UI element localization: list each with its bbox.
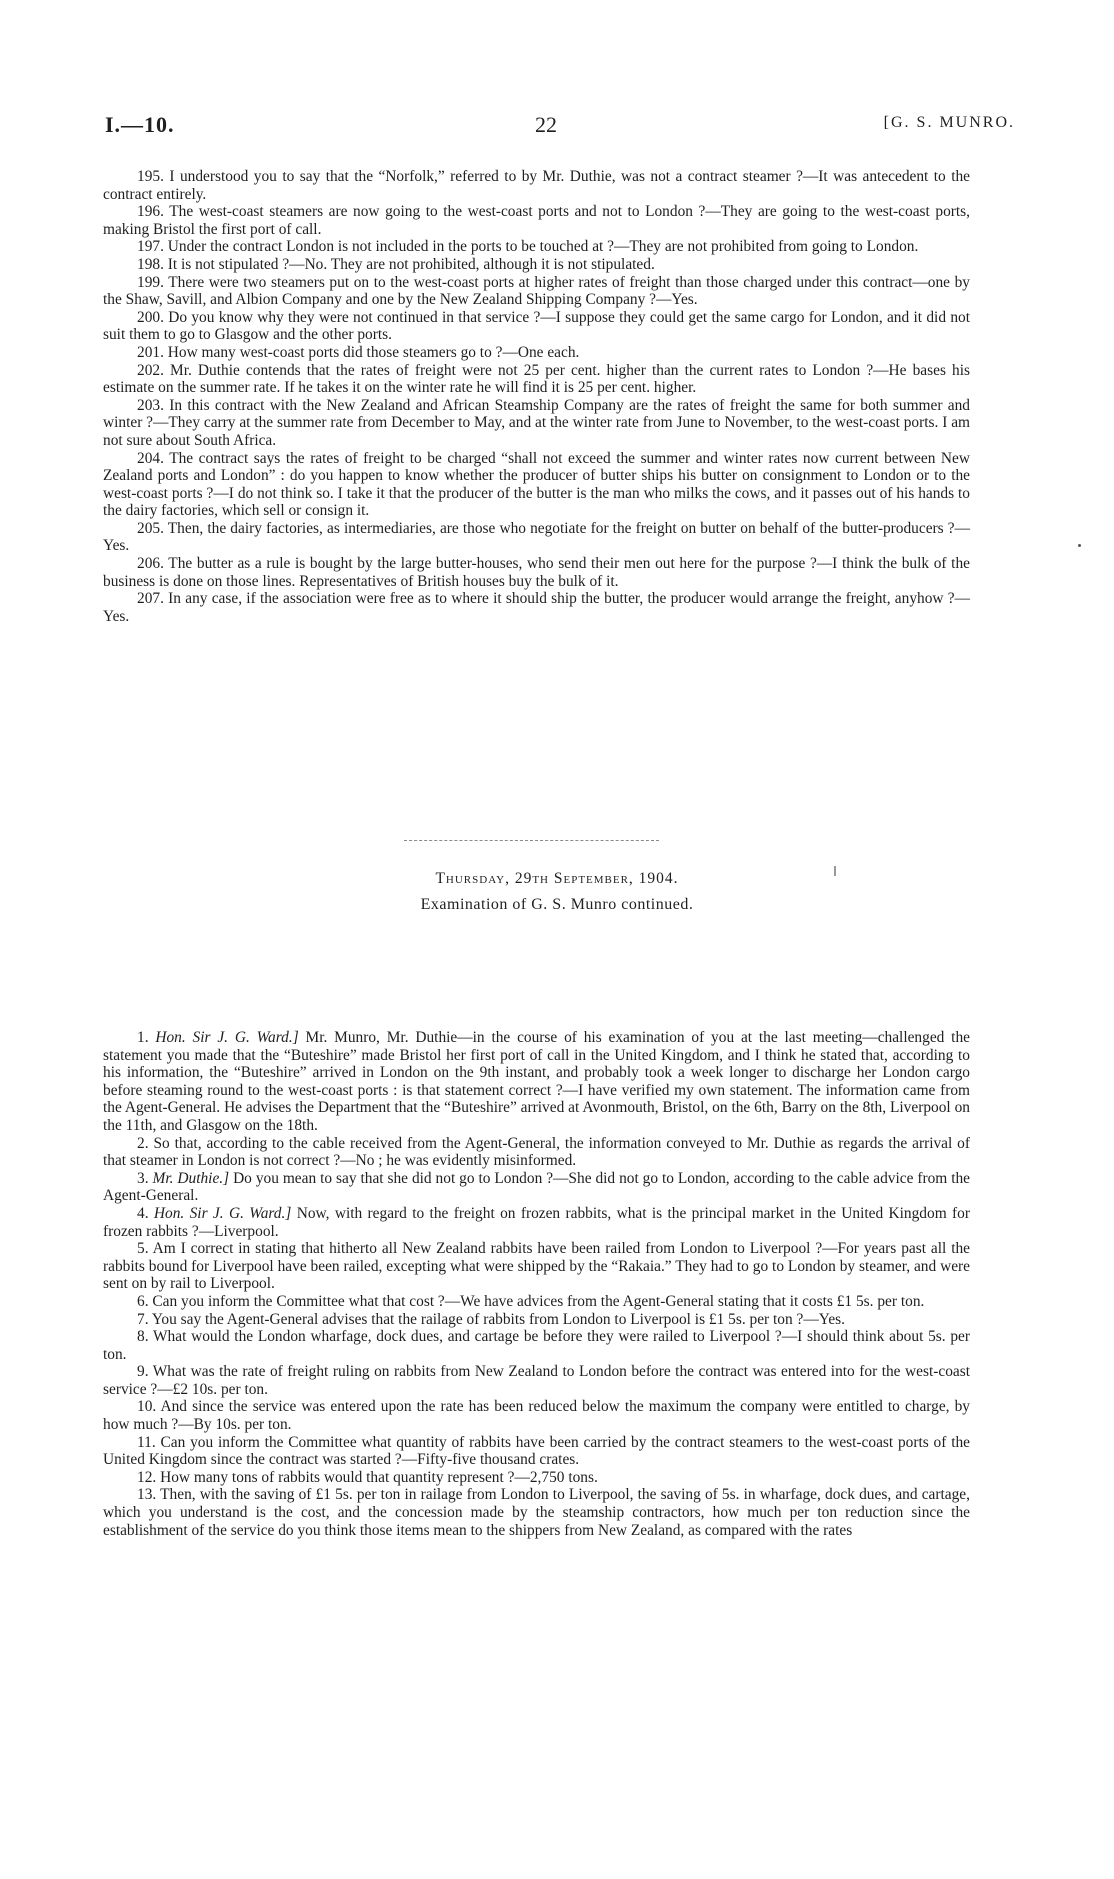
paragraph-text: Can you inform the Committee what that cost ?—We have advices from the Agent-General stating that it costs £1 5s. per ton. <box>152 1292 925 1310</box>
paragraph-2 <box>103 1135 970 1170</box>
paragraph-196: 196. The west-coast steamers are now going to the west-coast ports and not to London ?—They are going to the west-coast ports, making Bristol the first port of call. <box>103 203 970 238</box>
paragraph-text: What was the rate of freight ruling on rabbits from New Zealand to London before the contract was entered into for the west-coast service ?—£2 10s. per ton. <box>103 1363 970 1398</box>
speaker-label: Mr. Duthie.] <box>152 1169 230 1187</box>
paragraph-text: Now, with regard to the freight on frozen rabbits, what is the principal market in the United Kingdom for frozen rabbits ?—Liverpool. <box>103 1204 970 1240</box>
page-number: 22 <box>535 112 557 137</box>
session-date-heading: Thursday, 29th September, 1904. <box>435 870 679 887</box>
paragraph-number: 1. <box>137 1029 149 1046</box>
paragraph-text: Mr. Munro, Mr. Duthie—in the course of his examination of you at the last meeting—challenged the statement you made that the “Buteshire” made Bristol her first port of call in the United Kingdom, and I think he stated that, according to his information, the “Buteshire” arrived in London on the 9th instant, and probably took a week longer to discharge her London cargo before steaming round to the west-coast ports : is that statement correct ?—I have verified my own statement. The information came from the Agent-General. He advises the Department that the “Buteshire” arrived at Avonmouth, Bristol, on the 6th, Barry on the 8th, Liverpool on the 11th, and Glasgow on the 18th. <box>103 1029 970 1134</box>
testimony-block-continued <box>103 1029 970 1539</box>
paragraph-text: Am I correct in stating that hitherto all New Zealand rabbits have been railed from London to Liverpool ?—For years past all the rabbits bound for Liverpool have been railed, excepting what were shipped by the “Rakaia.” They had to go to London by steamer, and were sent on by rail to Liverpool. <box>103 1240 971 1293</box>
paragraph-text: You say the Agent-General advises that the railage of rabbits from London to Liverpool is £1 5s. per ton ?—Yes. <box>151 1310 845 1328</box>
paragraph-7 <box>103 1311 970 1329</box>
paragraph-number: 6. <box>137 1292 149 1310</box>
paragraph-197: 197. Under the contract London is not included in the ports to be touched at ?—They are not prohibited from going to London. <box>137 238 919 256</box>
paragraph-number: 8. <box>137 1328 149 1346</box>
margin-mark <box>1078 544 1081 547</box>
paragraph-195: 195. I understood you to say that the “Norfolk,” referred to by Mr. Duthie, was not a contract steamer ?—It was antecedent to the contract entirely. <box>103 168 970 203</box>
paragraph-number: 12. <box>137 1468 157 1486</box>
paper-reference: I.—10. <box>105 112 175 137</box>
testimony-block-previous <box>103 168 970 625</box>
paragraph-number: 2. <box>137 1134 149 1152</box>
paragraph-number: 4. <box>137 1204 149 1222</box>
paragraph-number: 10. <box>137 1398 157 1416</box>
paragraph-text: What would the London wharfage, dock dues, and cartage be before they were railed to Liverpool ?—I should think about 5s. per ton. <box>103 1328 970 1363</box>
speaker-label: Hon. Sir J. G. Ward.] <box>155 1029 299 1046</box>
paragraph-text: So that, according to the cable received from the Agent-General, the information conveyed to Mr. Duthie as regards the arrival of that steamer in London is not correct ?—No ; he was evidently misinformed. <box>103 1134 970 1170</box>
examination-subheading: Examination of G. S. Munro continued. <box>420 896 694 913</box>
witness-name: [G. S. MUNRO. <box>883 114 1015 131</box>
paragraph-205: 205. Then, the dairy factories, as intermediaries, are those who negotiate for the freight on butter on behalf of the butter-producers ?—Yes. <box>103 519 970 555</box>
paragraph-13 <box>103 1486 970 1539</box>
paragraph-203: 203. In this contract with the New Zealand and African Steamship Company are the rates of freight the same for both summer and winter ?—They carry at the summer rate from December to May, and at the winter rate from June to November, to the west-coast ports. I am not sure about South Africa. <box>103 396 970 449</box>
paragraph-text: And since the service was entered upon the rate has been reduced below the maximum the company were entitled to charge, by how much ?—By 10s. per ton. <box>103 1398 971 1434</box>
paragraph-10 <box>103 1398 970 1433</box>
section-divider <box>404 840 659 841</box>
paragraph-200: 200. Do you know why they were not continued in that service ?—I suppose they could get the same cargo for London, and it did not suit them to go to Glasgow and the other ports. <box>103 308 970 344</box>
paragraph-1 <box>103 1029 970 1135</box>
paragraph-198: 198. It is not stipulated ?—No. They are not prohibited, although it is not stipulated. <box>137 255 655 273</box>
paragraph-8 <box>103 1328 970 1363</box>
paragraph-text: How many tons of rabbits would that quantity represent ?—2,750 tons. <box>160 1468 598 1486</box>
paragraph-6 <box>103 1293 970 1311</box>
paragraph-text: Then, with the saving of £1 5s. per ton in railage from London to Liverpool, the saving of 5s. in wharfage, dock dues, and cartage, which you understand is the cost, and the concession made by the steamship contractors, how much per ton reduction since the establishment of the service do you think those items mean to the shippers from New Zealand, as compared with the rates <box>103 1486 970 1539</box>
paragraph-3 <box>103 1170 970 1205</box>
paragraph-11 <box>103 1434 970 1469</box>
paragraph-text: Do you mean to say that she did not go to London ?—She did not go to London, according to the cable advice from the Agent-General. <box>103 1169 971 1205</box>
paragraph-4 <box>103 1205 970 1240</box>
paragraph-number: 11. <box>137 1433 156 1451</box>
paragraph-204: 204. The contract says the rates of freight to be charged “shall not exceed the summer and winter rates now current between New Zealand ports and London” : do you happen to know whether the producer of butter ships his butter on consignment to London or to the west-coast ports ?—I do not think so. I take it that the producer of the butter is the man who milks the cows, and it passes out of his hands to the dairy factories, which sell or consign it. <box>103 449 970 520</box>
page-header <box>105 112 1015 142</box>
paragraph-206: 206. The butter as a rule is bought by the large butter-houses, who send their men out here for the purpose ?—I think the bulk of the business is done on those lines. Representatives of British houses buy the bulk of it. <box>103 555 970 590</box>
paragraph-5 <box>103 1240 970 1293</box>
paragraph-number: 7. <box>137 1310 149 1328</box>
paragraph-207: 207. In any case, if the association were free as to where it should ship the butter, the producer would arrange the freight, anyhow ?—Yes. <box>103 590 970 625</box>
paragraph-number: 9. <box>137 1363 149 1381</box>
paragraph-199: 199. There were two steamers put on to the west-coast ports at higher rates of freight than those charged under this contract—one by the Shaw, Savill, and Albion Company and one by the New Zealand Shipping Company ?—Yes. <box>103 273 970 309</box>
paragraph-12 <box>103 1469 970 1487</box>
paragraph-number: 3. <box>137 1169 149 1187</box>
paragraph-202: 202. Mr. Duthie contends that the rates of freight were not 25 per cent. higher than the current rates to London ?—He bases his estimate on the summer rate. If he takes it on the winter rate he will find it is 25 per cent. higher. <box>103 361 970 397</box>
paragraph-text: Can you inform the Committee what quantity of rabbits have been carried by the contract steamers to the west-coast ports of the United Kingdom since the contract was started ?—Fifty-five thousand crates. <box>103 1433 970 1469</box>
paragraph-number: 13. <box>137 1486 157 1504</box>
paragraph-201: 201. How many west-coast ports did those steamers go to ?—One each. <box>137 343 580 361</box>
paragraph-9 <box>103 1363 970 1398</box>
paragraph-number: 5. <box>137 1240 149 1258</box>
speaker-label: Hon. Sir J. G. Ward.] <box>153 1204 292 1222</box>
